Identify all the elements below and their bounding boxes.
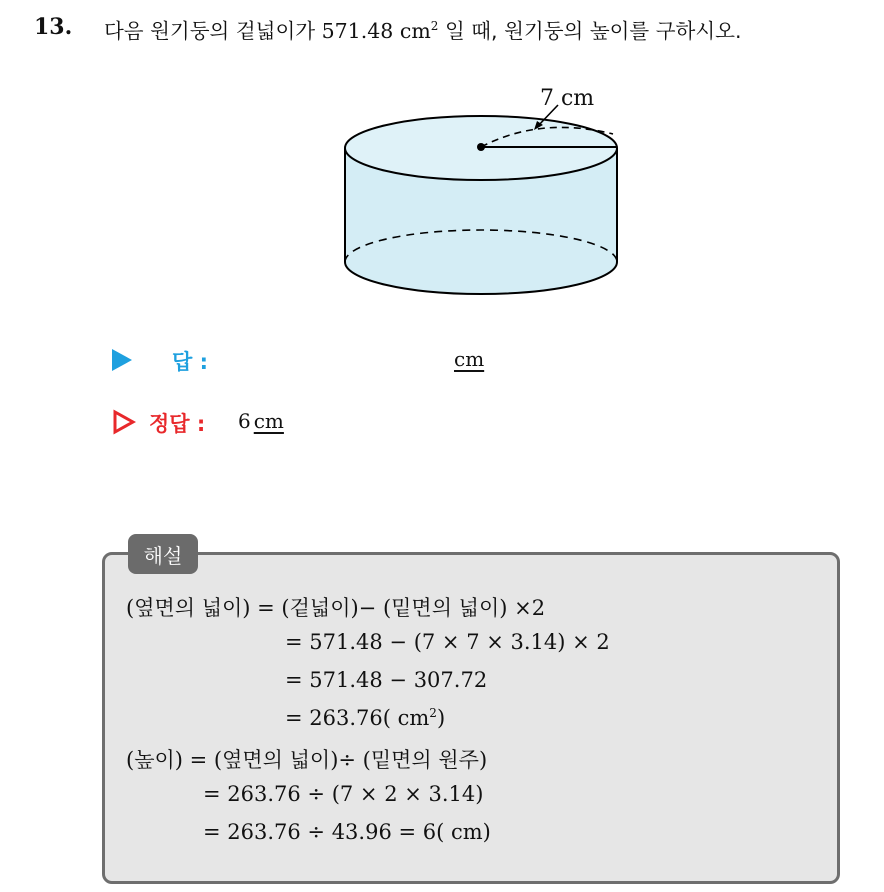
answer-label: 답 : — [172, 350, 208, 374]
question-number: 13. — [34, 14, 73, 40]
correct-answer-label: 정답 : — [149, 412, 206, 436]
solution-line-4-exponent: 2 — [429, 706, 437, 720]
surface-area-exponent: 2 — [430, 19, 439, 34]
correct-answer-value — [238, 409, 284, 433]
correct-answer-row — [112, 408, 284, 436]
question-text-after: 일 때, 원기둥의 높이를 구하시오. — [438, 19, 742, 43]
question-text — [104, 14, 741, 44]
surface-area-value: 571.48 — [321, 19, 394, 43]
question-text-before: 다음 원기둥의 겉넓이가 — [104, 19, 322, 43]
answer-row — [112, 346, 485, 374]
correct-answer-unit: cm — [253, 409, 284, 433]
radius-label: 7 cm — [540, 86, 595, 111]
solution-line-4-close: ) — [436, 706, 446, 730]
solution-line-3: = 571.48 − 307.72 — [285, 668, 488, 692]
play-triangle-icon — [112, 349, 132, 371]
center-point — [477, 143, 485, 151]
solution-line-6: = 263.76 ÷ (7 × 2 × 3.14) — [203, 782, 484, 806]
solution-line-2: = 571.48 − (7 × 7 × 3.14) × 2 — [285, 630, 610, 654]
cylinder-figure — [330, 80, 630, 300]
solution-line-7: = 263.76 ÷ 43.96 = 6( cm) — [203, 820, 491, 844]
solution-tag: 해설 — [128, 534, 198, 574]
outline-triangle-icon — [112, 409, 136, 435]
surface-area-unit: cm — [399, 19, 431, 43]
solution-line-4-text: = 263.76( cm — [285, 706, 430, 730]
solution-line-5: (높이) = (옆면의 넓이)÷ (밑면의 원주) — [126, 748, 488, 772]
solution-line-1: (옆면의 넓이) = (겉넓이)− (밑면의 넓이) ×2 — [126, 596, 546, 620]
solution-line-4 — [285, 706, 445, 730]
answer-unit: cm — [454, 347, 485, 371]
correct-answer-number: 6 — [238, 409, 251, 433]
